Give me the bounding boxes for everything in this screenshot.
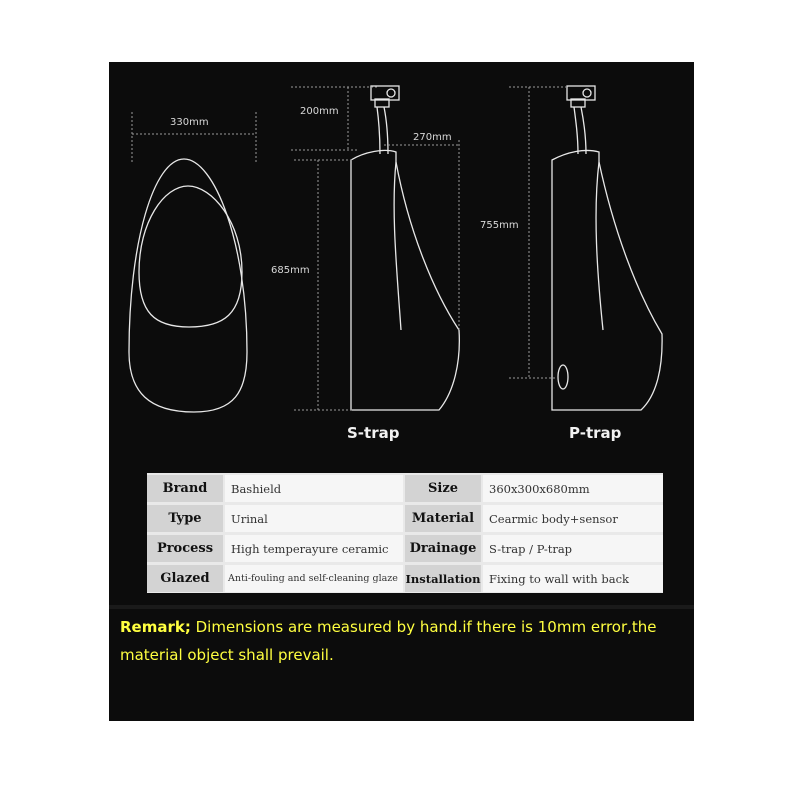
- product-panel: [109, 62, 694, 721]
- p-trap-flush-pipe: [574, 107, 586, 154]
- remark-note: [120, 613, 680, 669]
- remark-text: Dimensions are measured by hand.if there is 10mm error,the material object shall prevail.: [120, 618, 657, 664]
- spec-value-size: 360x300x680mm: [483, 475, 663, 502]
- flush-height-dimension: 200mm: [300, 106, 339, 117]
- spec-value-type: Urinal: [225, 505, 403, 532]
- front-view-outline: [129, 159, 247, 412]
- front-view-bowl: [139, 186, 242, 327]
- spec-key-drainage: Drainage: [405, 535, 481, 562]
- spec-key-size: Size: [405, 475, 481, 502]
- p-trap-outline: [552, 150, 662, 410]
- spec-table: [147, 473, 663, 593]
- s-trap-inner-curve: [394, 162, 401, 330]
- body-height-dimension: 685mm: [271, 265, 310, 276]
- spec-value-drainage: S-trap / P-trap: [483, 535, 663, 562]
- depth-dimension: 270mm: [413, 132, 452, 143]
- p-trap-inner-curve: [596, 162, 603, 330]
- remark-divider: [109, 605, 694, 609]
- width-dimension: 330mm: [170, 117, 209, 128]
- spec-key-process: Process: [147, 535, 223, 562]
- s-trap-flush-pipe: [377, 107, 388, 154]
- total-height-dimension: 755mm: [480, 220, 519, 231]
- p-trap-label: P-trap: [569, 424, 622, 442]
- spec-key-material: Material: [405, 505, 481, 532]
- spec-value-installation: Fixing to wall with back: [483, 565, 663, 592]
- spec-value-glazed: Anti-fouling and self-cleaning glaze: [225, 565, 403, 592]
- spec-key-installation: Installation: [405, 565, 481, 592]
- p-trap-outlet: [558, 365, 568, 389]
- spec-key-glazed: Glazed: [147, 565, 223, 592]
- spec-key-brand: Brand: [147, 475, 223, 502]
- spec-value-process: High temperayure ceramic: [225, 535, 403, 562]
- s-trap-label: S-trap: [347, 424, 400, 442]
- spec-value-material: Cearmic body+sensor: [483, 505, 663, 532]
- spec-value-brand: Bashield: [225, 475, 403, 502]
- remark-label: Remark;: [120, 618, 191, 636]
- spec-key-type: Type: [147, 505, 223, 532]
- s-trap-outline: [351, 150, 459, 410]
